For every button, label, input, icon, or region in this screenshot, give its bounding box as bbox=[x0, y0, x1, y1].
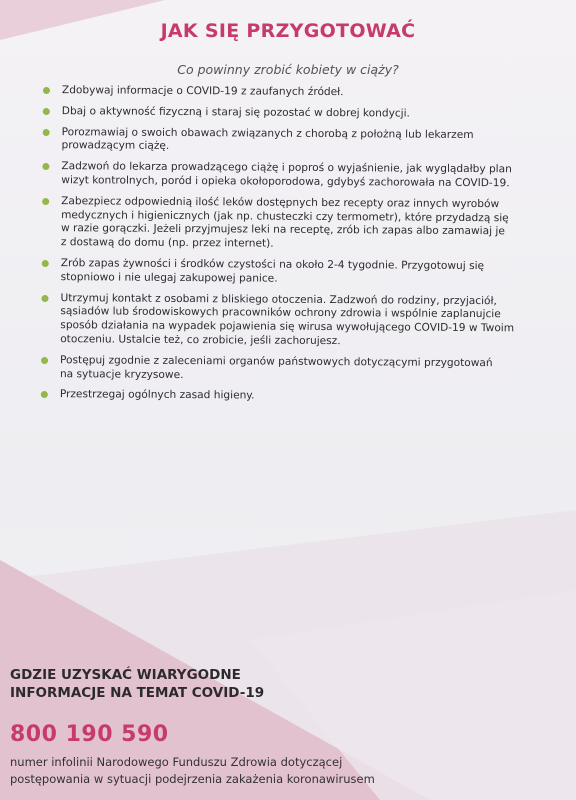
tip-text-line: medycznych i higienicznych (jak np. chusteczki czy termometr), które przydadzą się bbox=[61, 208, 509, 224]
bullet-dot-icon bbox=[41, 295, 48, 302]
hotline-description bbox=[10, 754, 550, 788]
tip-item bbox=[40, 84, 530, 101]
hotline-description-line: postępowania w sytuacji podejrzenia zakażenia koronawirusem bbox=[10, 772, 375, 786]
hotline-number: 800 190 590 bbox=[10, 722, 169, 747]
tip-text-line: Zadzwoń do lekarza prowadzącego ciążę i poproś o wyjaśnienie, jak wyglądałby plan bbox=[61, 160, 512, 176]
tip-item bbox=[38, 388, 528, 405]
tip-text-line: stopniowo i nie ulegaj zakupowej panice. bbox=[60, 270, 278, 285]
bullet-dot-icon bbox=[43, 87, 50, 94]
tip-text-line: Utrzymuj kontakt z osobami z bliskiego otoczenia. Zadzwoń do rodziny, przyjaciół, bbox=[60, 291, 497, 307]
tip-item bbox=[39, 257, 529, 288]
tip-text-line: Zabezpiecz odpowiednią ilość leków dostępnych bez recepty oraz innych wyrobów bbox=[61, 194, 500, 210]
tip-item bbox=[38, 354, 528, 385]
hotline-description-line: numer infolinii Narodowego Funduszu Zdrowia dotyczącej bbox=[10, 755, 343, 769]
tip-text-line: wizyt kontrolnych, poród i opieka okołoporodowa, gdybyś zachorowała na COVID-19. bbox=[61, 174, 510, 190]
bullet-dot-icon bbox=[43, 129, 50, 136]
page-subtitle: Co powinny zrobić kobiety w ciąży? bbox=[177, 62, 399, 77]
tip-item bbox=[40, 105, 530, 122]
tip-text-line: na sytuacje kryzysowe. bbox=[59, 367, 184, 381]
tip-text-line: otoczeniu. Ustalcie też, co zrobicie, jeśli zachorujesz. bbox=[60, 333, 341, 348]
tip-item bbox=[39, 195, 529, 254]
tip-text-line: Postępuj zgodnie z zaleceniami organów państwowych dotyczącymi przygotowań bbox=[60, 353, 493, 369]
tip-item bbox=[40, 126, 530, 157]
tip-text-line: Dbaj o aktywność fizyczną i staraj się pozostać w dobrej kondycji. bbox=[61, 104, 410, 120]
bullet-dot-icon bbox=[42, 198, 49, 205]
tip-text-line: prowadzącym ciążę. bbox=[61, 139, 170, 153]
tip-text-line: Zdobywaj informacje o COVID-19 z zaufanych źródeł. bbox=[61, 84, 344, 99]
info-heading-line: INFORMACJE NA TEMAT COVID-19 bbox=[10, 685, 265, 701]
info-heading-line: GDZIE UZYSKAĆ WIARYGODNE bbox=[10, 667, 241, 683]
tip-item bbox=[39, 160, 529, 191]
tip-text-line: z dostawą do domu (np. przez internet). bbox=[60, 236, 274, 250]
tips-list bbox=[38, 84, 530, 413]
page-title: JAK SIĘ PRZYGOTOWAĆ bbox=[160, 20, 416, 42]
tip-text-line: Przestrzegaj ogólnych zasad higieny. bbox=[59, 388, 255, 402]
bullet-dot-icon bbox=[41, 391, 48, 398]
bullet-dot-icon bbox=[42, 163, 49, 170]
bullet-dot-icon bbox=[41, 357, 48, 364]
bullet-dot-icon bbox=[42, 260, 49, 267]
tip-text-line: Zrób zapas żywności i środków czystości na około 2-4 tygodnie. Przygotowuj się bbox=[60, 257, 485, 273]
info-heading bbox=[10, 666, 550, 702]
tip-text-line: Porozmawiaj o swoich obawach związanych z chorobą z położną lub lekarzem bbox=[61, 125, 474, 141]
tip-text-line: w razie gorączki. Jeżeli przyjmujesz leki na receptę, zrób ich zapas albo zamawiaj je bbox=[60, 222, 505, 238]
tip-text-line: sposób działania na wypadek pojawienia się wirusa wywołującego COVID-19 w Twoim bbox=[60, 319, 515, 335]
tip-item bbox=[38, 292, 528, 351]
tip-text-line: sąsiadów lub środowiskowych pracowników ochrony zdrowia i wspólnie zaplanujcie bbox=[60, 305, 501, 321]
bullet-dot-icon bbox=[43, 108, 50, 115]
